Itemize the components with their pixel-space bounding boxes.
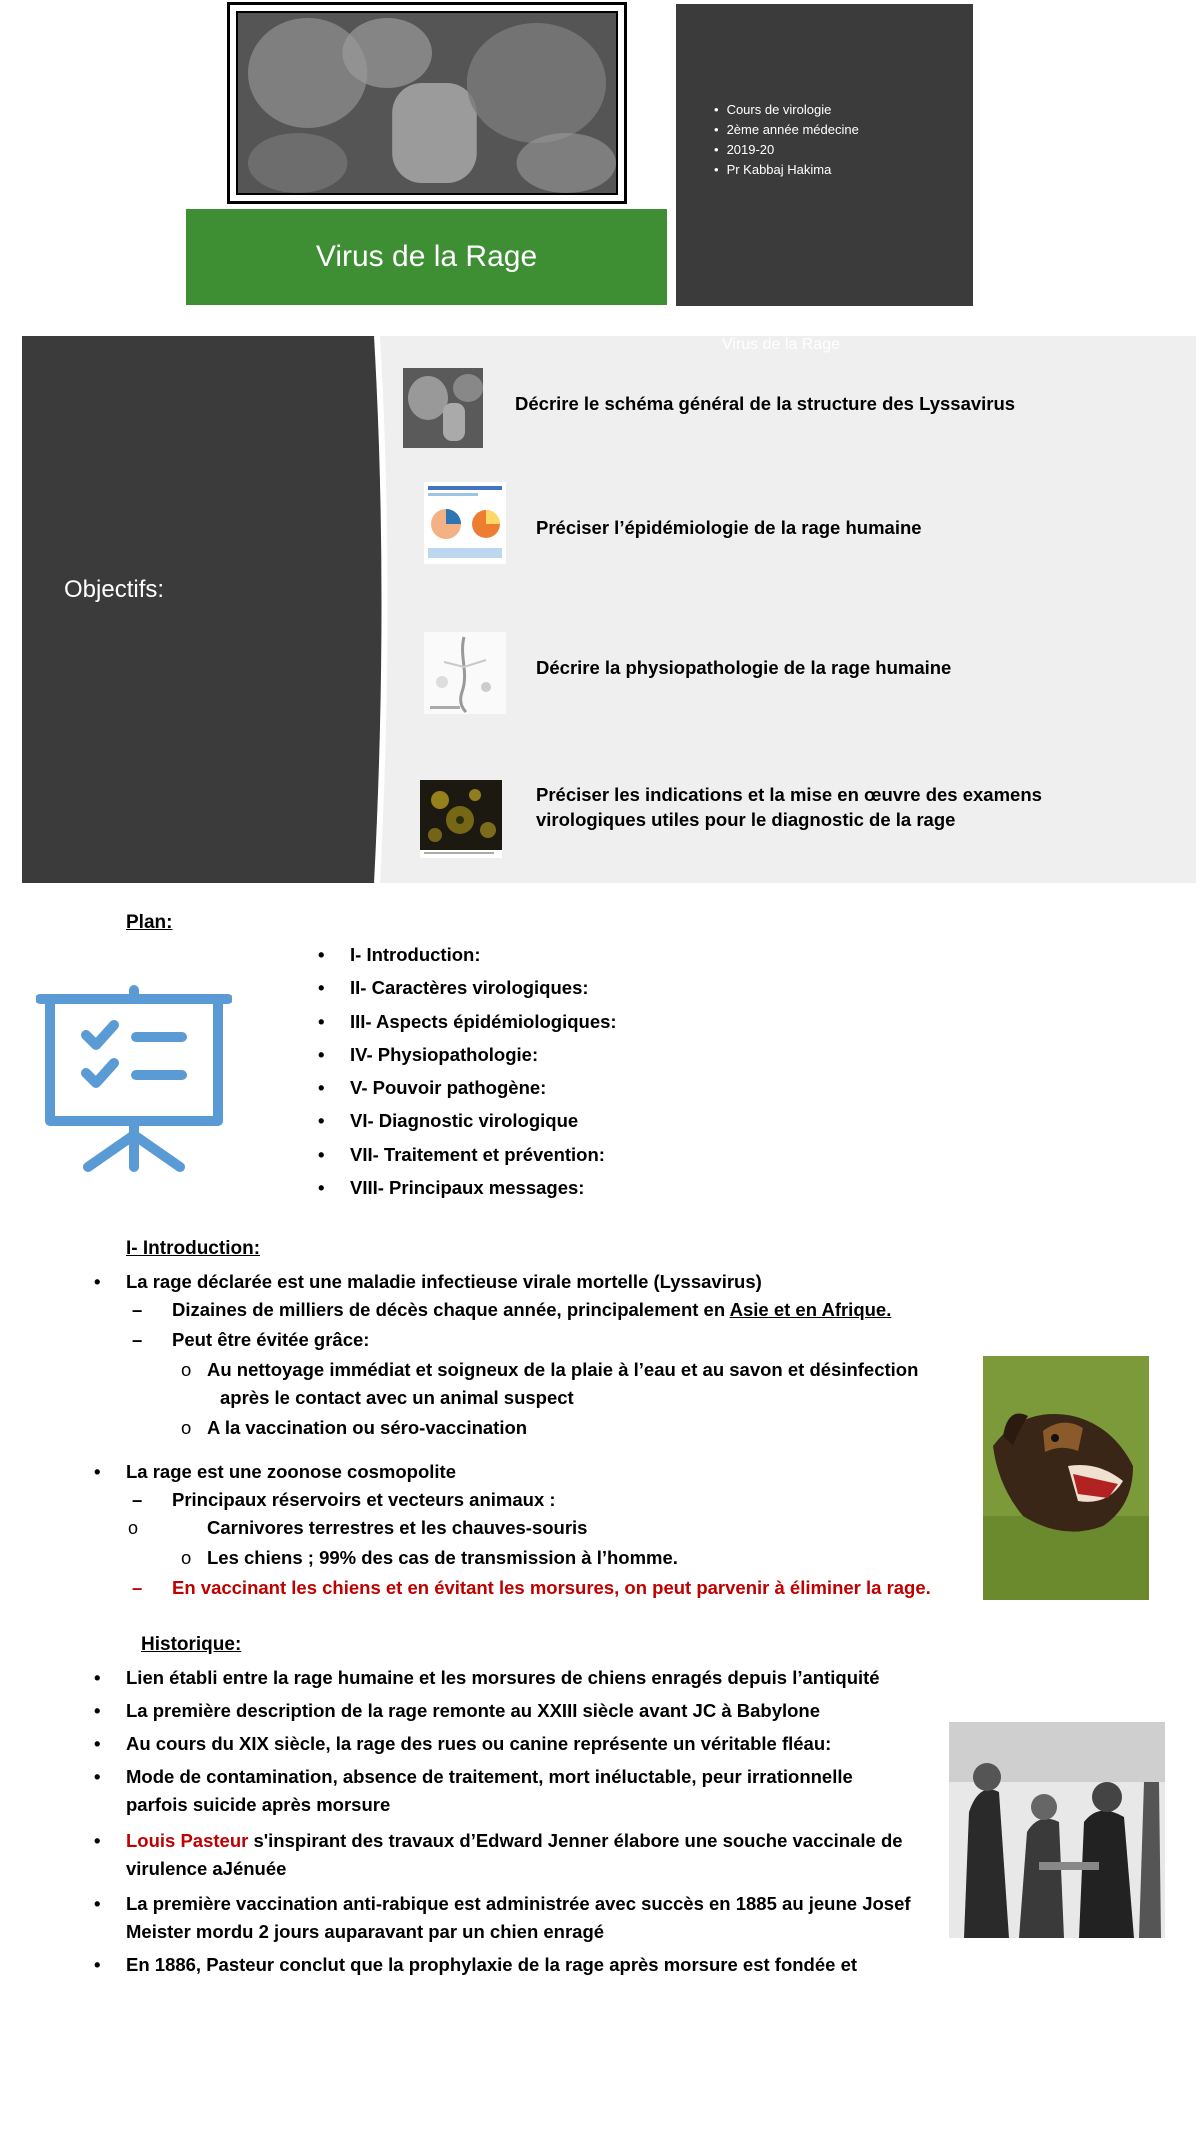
historique-heading: Historique:	[141, 1634, 242, 1655]
plan-item: • VI- Diagnostic virologique	[305, 1104, 617, 1137]
plan-list	[305, 938, 617, 1204]
objective-item: Décrire la physiopathologie de la rage humaine	[536, 657, 952, 678]
historique-bullet	[126, 1827, 903, 1855]
virus-micrograph-image	[227, 2, 627, 204]
historique-bullet: • Au cours du XIX siècle, la rage des rues ou canine représente un véritable fléau:	[126, 1730, 831, 1758]
course-info-item: • Cours de virologie	[714, 100, 859, 120]
plan-item: • I- Introduction:	[305, 938, 617, 971]
course-info-item: • 2019-20	[714, 140, 859, 160]
afrique-text: et en Afrique.	[768, 1299, 892, 1320]
plan-item: • V- Pouvoir pathogène:	[305, 1071, 617, 1104]
historique-bullet: • La première vaccination anti-rabique est administrée avec succès en 1885 au jeune Josef	[126, 1890, 911, 1918]
title-banner	[186, 209, 667, 305]
objective-item: Préciser les indications et la mise en œuvre des examens virologiques utiles pour le diagnostic de la rage	[536, 784, 1042, 830]
intro-subsubbullet: o Au nettoyage immédiat et soigneux de la plaie à l’eau et au savon et désinfection	[207, 1356, 918, 1384]
rabid-dog-photo	[983, 1356, 1149, 1600]
intro-subsubbullet: o Les chiens ; 99% des cas de transmission à l’homme.	[207, 1544, 678, 1572]
objectives-label: Objectifs:	[64, 576, 165, 603]
historique-bullet: • Lien établi entre la rage humaine et les morsures de chiens enragés depuis l’antiquité	[126, 1664, 880, 1692]
objectives-dark-panel	[22, 336, 422, 883]
historique-bullet-cont: virulence aJénuée	[126, 1858, 287, 1879]
historique-bullet: • Mode de contamination, absence de traitement, mort inéluctable, peur irrationnelle	[126, 1763, 853, 1791]
historique-bullet-cont: Meister mordu 2 jours auparavant par un chien enragé	[126, 1921, 605, 1942]
plan-item: • VII- Traitement et prévention:	[305, 1138, 617, 1171]
intro-subbullet: – Peut être évitée grâce:	[172, 1326, 369, 1354]
intro-key-message: – En vaccinant les chiens et en évitant les morsures, on peut parvenir à éliminer la rage.	[172, 1574, 931, 1602]
plan-item: • IV- Physiopathologie:	[305, 1038, 617, 1071]
pasteur-engraving-image	[949, 1722, 1165, 1938]
historique-bullet-cont: parfois suicide après morsure	[126, 1794, 391, 1815]
historique-bullet: • En 1886, Pasteur conclut que la prophylaxie de la rage après morsure est fondée et	[126, 1951, 857, 1979]
circle-bullet-icon: o	[128, 1518, 139, 1538]
slide-watermark: Virus de la Rage	[722, 336, 840, 353]
asie-text: Asie	[729, 1299, 769, 1320]
plan-item: • III- Aspects épidémiologiques:	[305, 1005, 617, 1038]
fluorescence-thumbnail	[420, 780, 502, 858]
presentation-board-icon	[36, 985, 232, 1175]
intro-subbullet: – Principaux réservoirs et vecteurs animaux :	[172, 1486, 556, 1514]
historique-bullet: • La première description de la rage remonte au XXIII siècle avant JC à Babylone	[126, 1697, 820, 1725]
lecture-title: Virus de la Rage	[315, 240, 538, 273]
course-info-item: • 2ème année médecine	[714, 120, 859, 140]
plan-heading: Plan:	[126, 912, 173, 933]
objectives-slide	[22, 336, 1196, 883]
intro-subsubbullet: Carnivores terrestres et les chauves-souris	[207, 1517, 588, 1538]
plan-item: • VIII- Principaux messages:	[305, 1171, 617, 1204]
objective-item: Préciser l’épidémiologie de la rage humaine	[536, 517, 922, 538]
plan-item: • II- Caractères virologiques:	[305, 971, 617, 1004]
course-info-list	[714, 100, 859, 180]
intro-subsubbullet: o A la vaccination ou séro-vaccination	[207, 1414, 527, 1442]
intro-bullet: • La rage est une zoonose cosmopolite	[126, 1458, 456, 1486]
intro-bullet: • La rage déclarée est une maladie infectieuse virale mortelle (Lyssavirus)	[126, 1268, 762, 1296]
louis-pasteur-name: Louis Pasteur	[126, 1830, 249, 1851]
physiopathology-diagram-thumbnail	[424, 632, 506, 714]
micrograph-thumbnail	[403, 368, 483, 448]
course-info-item: • Pr Kabbaj Hakima	[714, 160, 859, 180]
intro-text: Dizaines de milliers de décès chaque année, principalement en	[172, 1299, 730, 1320]
epidemiology-chart-thumbnail	[424, 482, 506, 564]
objective-item: Décrire le schéma général de la structure des Lyssavirus	[515, 393, 1016, 414]
historique-text: s'inspirant des travaux d’Edward Jenner élabore une souche vaccinale de	[248, 1830, 903, 1851]
intro-subsubbullet-cont: après le contact avec un animal suspect	[220, 1387, 574, 1408]
course-info-box	[676, 4, 973, 306]
intro-subbullet	[172, 1296, 891, 1324]
introduction-heading: I- Introduction:	[126, 1238, 261, 1259]
